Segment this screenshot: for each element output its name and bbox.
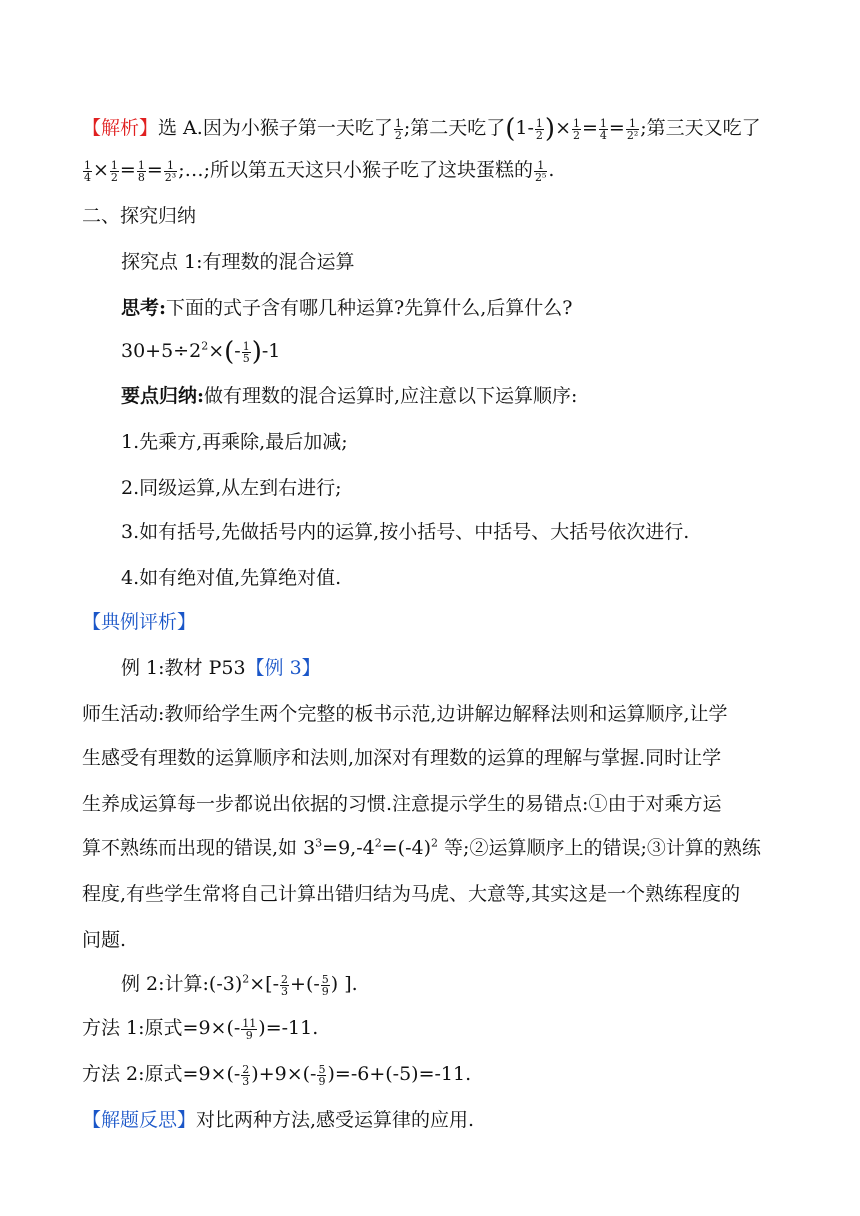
rule-item: 1.先乘方,再乘除,最后加减; <box>121 431 348 453</box>
fraction: $\frac{1}{2}$ <box>535 116 543 142</box>
fraction: $\frac{1}{\text{2⁵}}$ <box>535 158 547 184</box>
analysis-line-1: 【解析】选 A.因为小猴子第一天吃了 $\frac{1}{2}$ ;第二天吃了(1- $\frac{1}{2}$ )× $\frac{1}{2}$ = $\frac{1}{4}$ = $\frac{1}{\text{2²}}$ ;第三天又吃了 <box>82 114 761 144</box>
activity-line: 算不熟练而出现的错误,如 $3^3=9,-4^2=(-4)^2$ 等;②运算顺序上的错误;③计算的熟练 <box>82 836 761 859</box>
method-2: 方法 2:原式=9×(- $\frac{2}{3}$ )+9×(- $\frac{5}{9}$ )=-6+(-5)=-11. <box>82 1062 472 1088</box>
fraction: $\frac{1}{4}$ <box>84 158 91 184</box>
fraction: $\frac{1}{4}$ <box>599 116 607 142</box>
rule-item: 4.如有绝对值,先算绝对值. <box>121 567 342 589</box>
activity-line: 生养成运算每一步都说出依据的习惯.注意提示学生的易错点:①由于对乘方运 <box>82 793 722 815</box>
fraction: $\frac{2}{3}$ <box>242 1062 250 1088</box>
reflection-tag: 【解题反思】 <box>82 1109 197 1131</box>
example-2: 例 2:计算$:(-3)^2\times[-$ $\frac{2}{3}$ +(- $\frac{5}{9}$ ) ]. <box>121 972 358 998</box>
expression: $30+5\div 2^2\times(-$ $\frac{1}{5}$ )-1 <box>121 337 281 367</box>
activity-line: 问题. <box>82 929 127 951</box>
key-points-line <box>121 384 577 408</box>
method-1: 方法 1:原式=9×(- $\frac{11}{9}$ )=-11. <box>82 1016 319 1042</box>
key-text: 做有理数的混合运算时,应注意以下运算顺序: <box>204 385 578 407</box>
analysis-line-2: $\frac{1}{4}$ × $\frac{1}{2}$ = $\frac{1}{8}$ = $\frac{1}{\text{2³}}$ ;…;所以第五天这只小猴子吃了这块蛋糕的 $\frac{1}{\text{2⁵}}$ . <box>84 158 555 184</box>
point-title: 探究点 1:有理数的混合运算 <box>121 251 355 273</box>
activity-line: 生感受有理数的运算顺序和法则,加深对有理数的运算的理解与掌握.同时让学 <box>82 747 722 769</box>
rule-item: 2.同级运算,从左到右进行; <box>121 477 342 499</box>
think-line <box>121 296 572 320</box>
fraction: $\frac{1}{8}$ <box>137 158 145 184</box>
fraction: $\frac{5}{9}$ <box>321 972 329 998</box>
fraction: $\frac{1}{\text{2²}}$ <box>626 116 639 142</box>
fraction: $\frac{1}{\text{2³}}$ <box>164 158 177 184</box>
activity-line: 程度,有些学生常将自己计算出错归结为马虎、大意等,其实这是一个熟练程度的 <box>82 883 741 905</box>
think-text: 下面的式子含有哪几种运算?先算什么,后算什么? <box>166 297 573 319</box>
rule-item: 3.如有括号,先做括号内的运算,按小括号、中括号、大括号依次进行. <box>121 521 690 543</box>
reflection-line <box>82 1108 474 1132</box>
examples-tag: 【典例评析】 <box>82 611 197 633</box>
example-ref: 【例 3】 <box>245 657 321 679</box>
fraction: $\frac{1}{2}$ <box>394 116 402 142</box>
analysis-tag: 【解析】 <box>82 117 159 139</box>
fraction: $\frac{1}{2}$ <box>110 158 118 184</box>
key-label: 要点归纳: <box>121 385 205 407</box>
think-label: 思考: <box>121 297 167 319</box>
fraction: $\frac{11}{9}$ <box>242 1016 257 1042</box>
fraction: $\frac{2}{3}$ <box>281 972 289 998</box>
reflection-text: 对比两种方法,感受运算律的应用. <box>196 1109 475 1131</box>
fraction: $\frac{1}{2}$ <box>572 116 580 142</box>
fraction: $\frac{1}{5}$ <box>242 339 250 365</box>
activity-line: 师生活动:教师给学生两个完整的板书示范,边讲解边解释法则和运算顺序,让学 <box>82 703 728 725</box>
example-1: 例 1:教材 P53【例 3】 <box>121 657 321 679</box>
section-heading: 二、探究归纳 <box>82 205 197 227</box>
fraction: $\frac{5}{9}$ <box>318 1062 326 1088</box>
